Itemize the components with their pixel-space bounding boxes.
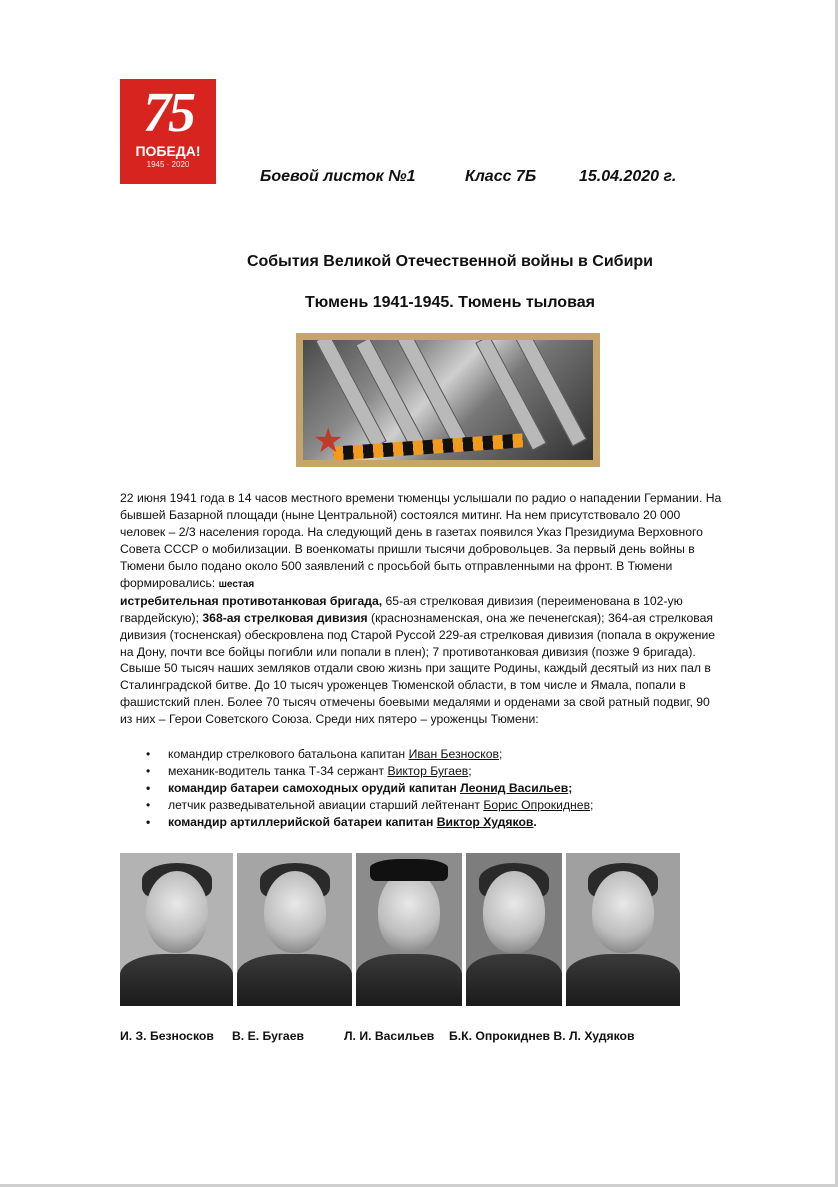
order-star-icon: ★ bbox=[313, 422, 344, 460]
portrait-oprokidnev bbox=[466, 853, 562, 1006]
leaflet-number: Боевой листок №1 bbox=[260, 168, 416, 185]
victory-75-logo bbox=[120, 79, 216, 184]
main-title: События Великой Отечественной войны в Сибири bbox=[246, 253, 654, 270]
portrait-vasiliev bbox=[356, 853, 462, 1006]
caption-vasiliev: Л. И. Васильев bbox=[344, 1029, 435, 1043]
list-item: • командир артиллерийской батареи капитан Виктор Худяков. bbox=[146, 815, 537, 829]
logo-word: ПОБЕДА! bbox=[135, 143, 201, 159]
logo-number: 75 bbox=[143, 82, 193, 144]
brigade-label: истребительная противотанковая бригада, bbox=[120, 594, 383, 608]
list-item: • командир стрелкового батальона капитан Иван Безносков; bbox=[146, 747, 503, 761]
history-paragraph: 22 июня 1941 года в 14 часов местного времени тюменцы услышали по радио о нападении Германии. На бывшей Базарной площади (ныне Центральной) состоялся митинг. На нем присутствовало 20 000 человек – 2/3 населения города. На следующий день в газетах появился Указ Президиума Верховного Совета СССР о мобилизации. В военкоматы пришли тысячи добровольцев. За первый день войны в Тюмени было подано около 500 заявлений с просьбой быть отправленными на фронт. В Тюмени формировались: шестая истребительная противотанковая бригада, 65-ая стрелковая дивизия (переименована в 102-ую гвардейскую); 368-ая стрелковая дивизия (краснознаменская, она же печенегская); 364-ая стрелковая дивизия (тосненская) обескровлена под Старой Руссой 229-ая стрелковая дивизия (попала в окружение на Дону, почти все бойцы погибли или попали в плен); 7 противотанковая дивизия (позже 9 бригада). bbox=[120, 491, 722, 659]
portrait-khudyakov bbox=[566, 853, 680, 1006]
subtitle: Тюмень 1941-1945. Тюмень тыловая bbox=[305, 294, 595, 311]
list-item: • командир батареи самоходных орудий капитан Леонид Васильев; bbox=[146, 781, 573, 795]
caption-bugaev: В. Е. Бугаев bbox=[232, 1029, 304, 1043]
list-item: • механик-водитель танка Т-34 сержант Виктор Бугаев; bbox=[146, 764, 472, 778]
class-label: Класс 7Б bbox=[465, 168, 537, 185]
st-george-ribbon-icon bbox=[333, 433, 524, 460]
wartime-factory-photo bbox=[296, 333, 600, 467]
hero-link-bugaev[interactable]: Виктор Бугаев bbox=[387, 764, 469, 778]
caption-beznoskov: И. З. Безносков bbox=[120, 1029, 214, 1043]
hero-link-beznoskov[interactable]: Иван Безносков bbox=[408, 747, 499, 761]
hero-link-khudyakov[interactable]: Виктор Худяков bbox=[436, 815, 534, 829]
logo-years: 1945 · 2020 bbox=[146, 160, 190, 169]
portrait-beznoskov bbox=[120, 853, 233, 1006]
sixth-label: шестая bbox=[218, 579, 255, 590]
heroes-list bbox=[120, 746, 740, 831]
portrait-bugaev bbox=[237, 853, 352, 1006]
division-368-label: 368-ая стрелковая дивизия bbox=[202, 611, 368, 625]
hero-link-oprokidnev[interactable]: Борис Опрокиднев bbox=[483, 798, 591, 812]
hero-link-vasiliev[interactable]: Леонид Васильев bbox=[460, 781, 569, 795]
leaflet-date: 15.04.2020 г. bbox=[579, 168, 677, 185]
losses-paragraph: Свыше 50 тысяч наших земляков отдали свою жизнь при защите Родины, каждый десятый из них пал в Сталинградской битве. До 10 тысяч уроженцев Тюменской области, в том числе и Ямала, попали в фашистский плен. Более 70 тысяч отмечены боевыми медалями и орденами за свой ратный подвиг, 90 из них – Герои Советского Союза. Среди них пятеро – уроженцы Тюмени: bbox=[120, 661, 711, 726]
list-item: • летчик разведывательной авиации старший лейтенант Борис Опрокиднев; bbox=[146, 798, 594, 812]
caption-oprokidnev-khudyakov: Б.К. Опрокиднев В. Л. Худяков bbox=[449, 1029, 635, 1043]
